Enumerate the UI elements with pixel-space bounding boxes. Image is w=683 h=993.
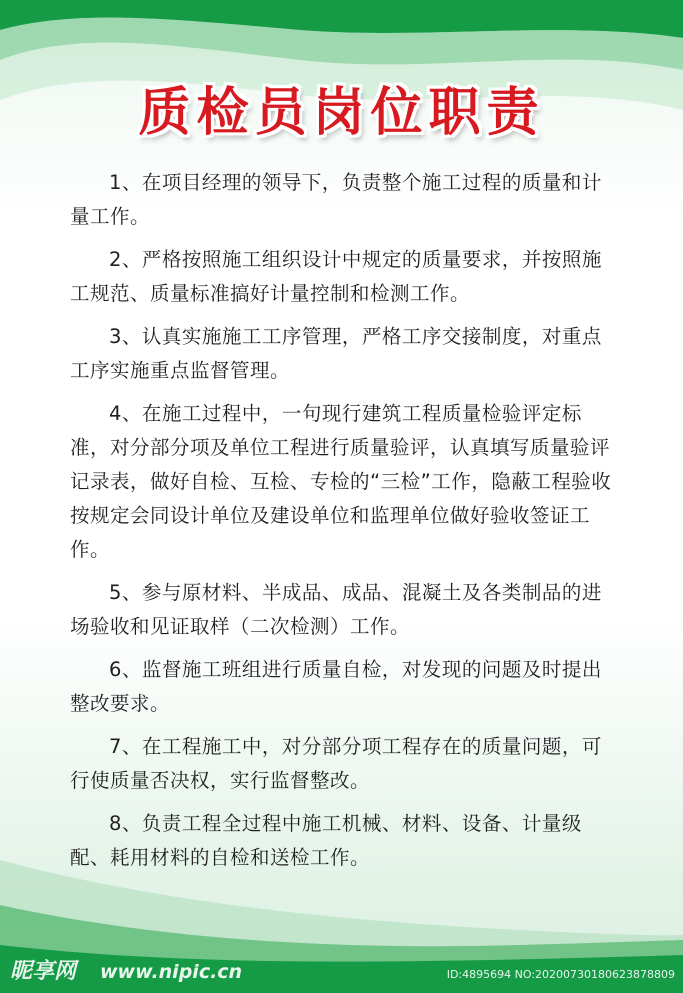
watermark-logo: 昵享网	[10, 959, 77, 984]
duty-item-5: 5、参与原材料、半成品、成品、混凝土及各类制品的进场验收和见证取样（二次检测）工作。	[70, 581, 602, 638]
duty-item-2: 2、严格按照施工组织设计中规定的质量要求，并按照施工规范、质量标准搞好计量控制和检测工作。	[70, 248, 602, 305]
duty-list	[70, 166, 618, 884]
duty-item-4: 4、在施工过程中，一句现行建筑工程质量检验评定标准，对分部分项及单位工程进行质量验评，认真填写质量验评记录表，做好自检、互检、专检的“三检”工作，隐蔽工程验收按规定会同设计单位及建设单位和监理单位做好验收签证工作。	[70, 402, 612, 561]
duty-item-3: 3、认真实施施工工序管理，严格工序交接制度，对重点工序实施重点监督管理。	[70, 325, 602, 382]
duty-item-8: 8、负责工程全过程中施工机械、材料、设备、计量级配、耗用材料的自检和送检工作。	[70, 812, 582, 869]
watermark-id: ID:4895694 NO:20200730180623878809	[446, 968, 675, 981]
watermark-url: www.nipic.cn	[100, 961, 243, 983]
duty-item-7: 7、在工程施工中，对分部分项工程存在的质量问题，可行使质量否决权，实行监督整改。	[70, 735, 602, 792]
watermark-bar	[0, 955, 683, 993]
page-title: 质检员岗位职责	[138, 83, 545, 143]
duty-item-6: 6、监督施工班组进行质量自检，对发现的问题及时提出整改要求。	[70, 658, 602, 715]
duty-item-1: 1、在项目经理的领导下，负责整个施工过程的质量和计量工作。	[70, 171, 602, 228]
